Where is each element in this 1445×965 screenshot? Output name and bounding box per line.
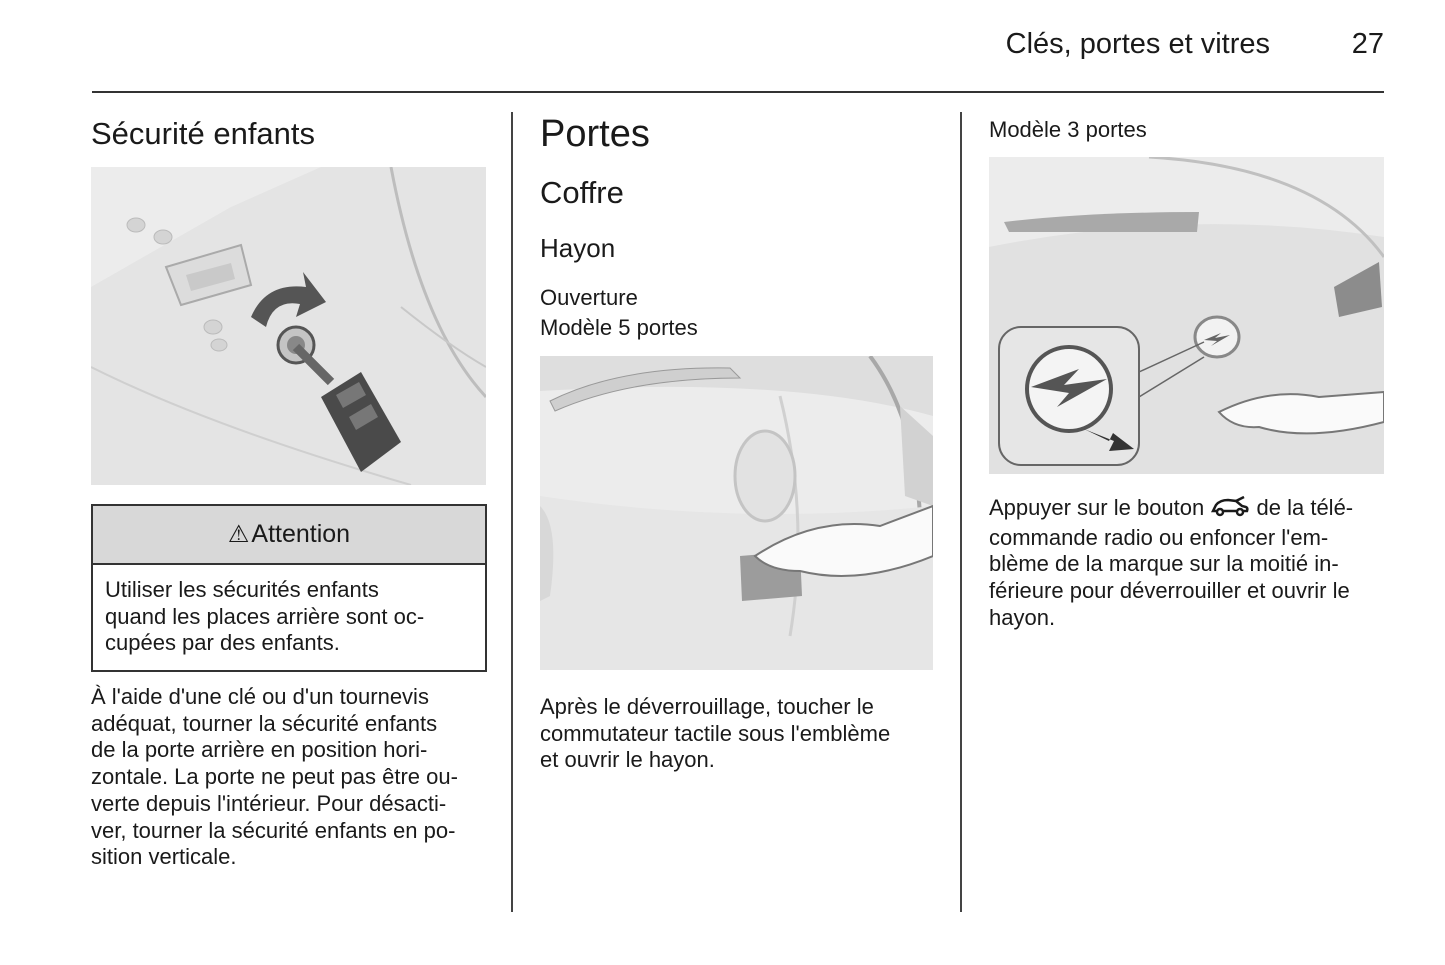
tailgate-5-door-body-text <box>540 694 940 774</box>
car-tailgate-icon <box>1210 496 1250 525</box>
body-line: et ouvrir le hayon. <box>540 747 715 773</box>
subheading-opening: Ouverture <box>540 285 638 310</box>
chapter-title-doors: Portes <box>540 113 650 155</box>
body-line: blème de la marque sur la moitié in- <box>989 551 1339 577</box>
section-title-child-lock: Sécurité enfants <box>91 116 316 151</box>
warning-text <box>93 565 485 669</box>
body-line: verte depuis l'intérieur. Pour désacti- <box>91 790 447 816</box>
tailgate-3-door-figure-icon <box>989 157 1384 474</box>
body-line <box>989 495 1389 525</box>
body-line: zontale. La porte ne peut pas être ou- <box>91 764 458 790</box>
subsection-title-tailgate: Hayon <box>540 233 616 263</box>
header-divider <box>92 91 1384 93</box>
column-divider-1 <box>511 112 513 912</box>
child-lock-body-text <box>91 684 491 871</box>
child-lock-figure <box>91 167 486 485</box>
body-line: À l'aide d'une clé ou d'un tournevis <box>91 684 429 709</box>
warning-header <box>93 506 485 565</box>
column-divider-2 <box>960 112 962 912</box>
body-line: sition verticale. <box>91 844 237 870</box>
body-line: commutateur tactile sous l'emblème <box>540 720 891 746</box>
tailgate-5-door-figure <box>540 356 933 670</box>
warning-line: Utiliser les sécurités enfants <box>105 577 379 602</box>
subheading-5-door-model: Modèle 5 portes <box>540 315 698 340</box>
section-title-trunk: Coffre <box>540 175 624 210</box>
body-line: Après le déverrouillage, toucher le <box>540 694 874 719</box>
tailgate-3-door-body-text <box>989 495 1389 632</box>
body-line: ver, tourner la sécurité enfants en po- <box>91 817 456 843</box>
warning-box <box>91 504 487 672</box>
body-line-end: de la télé- <box>1256 495 1354 520</box>
tailgate-3-door-figure <box>989 157 1384 474</box>
tailgate-5-door-figure-icon <box>540 356 933 670</box>
child-lock-key-figure-icon <box>91 167 486 485</box>
subheading-3-door-model: Modèle 3 portes <box>989 117 1147 142</box>
running-header-title: Clés, portes et vitres <box>1005 28 1270 60</box>
warning-title: Attention <box>251 520 351 548</box>
warning-line: quand les places arrière sont oc- <box>105 603 425 629</box>
body-line: de la porte arrière en position hori- <box>91 737 428 763</box>
body-line: hayon. <box>989 604 1056 630</box>
body-line: commande radio ou enfoncer l'em- <box>989 524 1329 550</box>
page-number: 27 <box>1351 28 1384 60</box>
body-line: férieure pour déverrouiller et ouvrir le <box>989 578 1350 604</box>
warning-line: cupées par des enfants. <box>105 630 340 656</box>
warning-triangle-icon: ⚠ <box>227 521 250 548</box>
body-line: adéquat, tourner la sécurité enfants <box>91 710 438 736</box>
body-line-start: Appuyer sur le bouton <box>989 495 1205 520</box>
